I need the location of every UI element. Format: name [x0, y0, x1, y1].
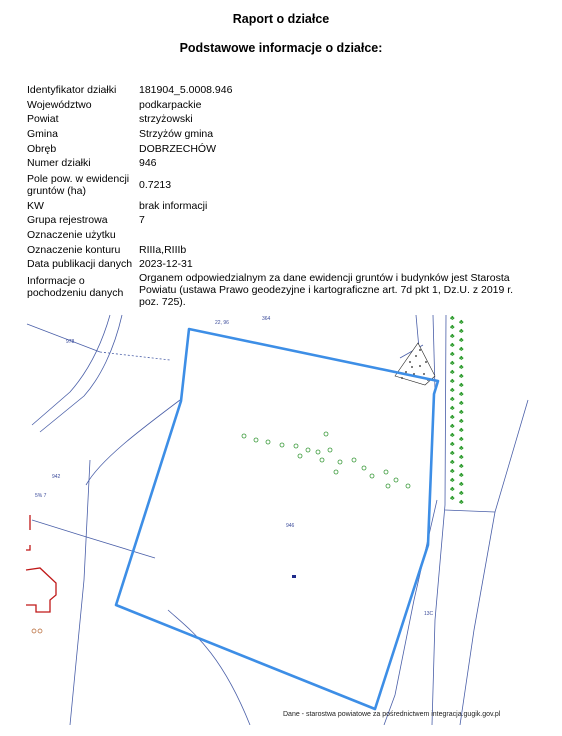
info-row — [27, 257, 534, 272]
tree-symbol: ♣ — [459, 337, 464, 344]
tree-symbol: ♣ — [450, 441, 455, 448]
tree-symbol: ♣ — [450, 468, 455, 475]
tree-symbol: ♣ — [459, 391, 464, 398]
map-symbol — [38, 629, 42, 633]
tree-symbol: ♣ — [450, 369, 455, 376]
tree-symbol: ♣ — [459, 481, 464, 488]
bush-symbol — [334, 470, 338, 474]
tree-symbol: ♣ — [450, 333, 455, 340]
tree-symbol: ♣ — [450, 432, 455, 439]
info-label: Numer działki — [27, 157, 91, 170]
parcel-number-label: 946 — [286, 523, 295, 529]
buildings — [26, 515, 56, 612]
info-label: Grupa rejestrowa — [27, 214, 108, 227]
tree-symbol: ♣ — [459, 400, 464, 407]
tree-symbol: ♣ — [450, 351, 455, 358]
info-value: strzyżowski — [139, 113, 193, 126]
bush-symbol — [280, 443, 284, 447]
info-row — [27, 112, 534, 127]
info-value: DOBRZECHÓW — [139, 142, 216, 155]
info-label: KW — [27, 199, 44, 212]
parcel-map[interactable] — [0, 300, 562, 725]
tree-symbol: ♣ — [459, 346, 464, 353]
info-row — [27, 213, 534, 228]
tree-symbol: ♣ — [450, 414, 455, 421]
info-value: Strzyżów gmina — [139, 128, 214, 141]
neighbor-parcel-label: 978 — [66, 339, 75, 345]
tree-symbol: ♣ — [450, 405, 455, 412]
tree-symbol: ♣ — [459, 382, 464, 389]
tree-symbol: ♣ — [459, 436, 464, 443]
info-value: 946 — [139, 157, 157, 170]
bush-symbol — [294, 444, 298, 448]
info-label: Powiat — [27, 113, 59, 126]
info-row — [27, 228, 534, 243]
info-label: Województwo — [27, 98, 92, 111]
info-value: podkarpackie — [139, 98, 202, 111]
bush-symbol — [298, 454, 302, 458]
tree-symbol: ♣ — [450, 378, 455, 385]
info-label: Oznaczenie użytku — [27, 229, 116, 242]
bush-symbol — [384, 470, 388, 474]
tree-symbol: ♣ — [450, 486, 455, 493]
map-label: 22, 96 — [215, 320, 229, 326]
map-label: 13C — [424, 611, 434, 617]
tree-symbol: ♣ — [459, 454, 464, 461]
info-label: Informacje o pochodzeniu danych — [27, 274, 124, 299]
info-row — [27, 171, 534, 199]
parcel-boundary — [116, 329, 438, 709]
info-label: Oznaczenie konturu — [27, 243, 121, 256]
bush-symbol — [338, 460, 342, 464]
bush-symbol — [362, 466, 366, 470]
info-value: Organem odpowiedzialnym za dane ewidencji gruntów i budynków jest Starosta Powiatu (ustawa Prawo geodezyjne i kartograficzne art. 7d pkt 1, Dz.U. z 2019 r. poz. 725). — [139, 271, 514, 308]
tree-symbol: ♣ — [459, 463, 464, 470]
info-value — [139, 228, 534, 243]
info-row — [27, 242, 534, 257]
info-row — [27, 127, 534, 142]
tree-symbol: ♣ — [450, 459, 455, 466]
tree-symbol: ♣ — [459, 490, 464, 497]
tree-symbol: ♣ — [450, 423, 455, 430]
info-value: RIIIa,RIIIb — [139, 243, 187, 256]
bush-symbol — [328, 448, 332, 452]
bush-symbol — [266, 440, 270, 444]
tree-symbol: ♣ — [459, 445, 464, 452]
bush-symbol — [242, 434, 246, 438]
bush-symbols — [242, 432, 410, 488]
info-value: 2023-12-31 — [139, 258, 193, 271]
data-source-footer: Dane - starostwa powiatowe za pośrednictwem integracja.gugik.gov.pl — [283, 711, 501, 718]
info-label: Data publikacji danych — [27, 258, 133, 271]
bush-symbol — [316, 450, 320, 454]
info-row — [27, 98, 534, 113]
bush-symbol — [320, 458, 324, 462]
bush-symbol — [394, 478, 398, 482]
tree-symbol: ♣ — [450, 324, 455, 331]
info-label: Obręb — [27, 142, 57, 155]
info-value: 181904_5.0008.946 — [139, 84, 233, 97]
map-label: 364 — [262, 316, 271, 322]
bush-symbol — [254, 438, 258, 442]
cadastral-lines — [27, 315, 528, 725]
info-label: Pole pow. w ewidencji gruntów (ha) — [27, 172, 130, 197]
map-symbol — [292, 575, 296, 578]
tree-symbol: ♣ — [450, 477, 455, 484]
tree-symbol: ♣ — [450, 450, 455, 457]
map-label: 5% 7 — [35, 493, 47, 499]
info-value: 7 — [139, 214, 145, 227]
tree-symbol: ♣ — [459, 364, 464, 371]
tree-symbol: ♣ — [459, 418, 464, 425]
tree-symbol: ♣ — [459, 499, 464, 506]
tree-symbol: ♣ — [459, 409, 464, 416]
neighbor-parcel-label: 942 — [52, 474, 61, 480]
report-subtitle: Podstawowe informacje o działce: — [179, 41, 383, 55]
info-label: Gmina — [27, 128, 58, 141]
tree-symbol: ♣ — [459, 328, 464, 335]
bush-symbol — [324, 432, 328, 436]
bush-symbol — [306, 448, 310, 452]
bush-symbol — [386, 484, 390, 488]
info-row — [27, 156, 534, 171]
tree-symbol: ♣ — [450, 360, 455, 367]
info-row — [27, 141, 534, 156]
report-title: Raport o działce — [232, 12, 330, 26]
map-labels — [35, 316, 434, 617]
tree-symbol: ♣ — [450, 342, 455, 349]
tree-symbol: ♣ — [459, 427, 464, 434]
bush-symbol — [406, 484, 410, 488]
info-row — [27, 199, 534, 214]
info-value: 0.7213 — [139, 178, 172, 191]
tree-row — [450, 315, 464, 506]
tree-symbol: ♣ — [459, 319, 464, 326]
info-value: brak informacji — [139, 199, 208, 212]
info-label: Identyfikator działki — [27, 84, 117, 97]
tree-symbol: ♣ — [450, 495, 455, 502]
tree-symbol: ♣ — [459, 355, 464, 362]
tree-symbol: ♣ — [450, 315, 455, 322]
bush-symbol — [370, 474, 374, 478]
tree-symbol: ♣ — [459, 373, 464, 380]
tree-symbol: ♣ — [450, 387, 455, 394]
map-symbol — [32, 629, 36, 633]
tree-symbol: ♣ — [459, 472, 464, 479]
info-row — [27, 83, 534, 98]
bush-symbol — [352, 458, 356, 462]
parcel-info-table — [27, 83, 534, 311]
tree-symbol: ♣ — [450, 396, 455, 403]
